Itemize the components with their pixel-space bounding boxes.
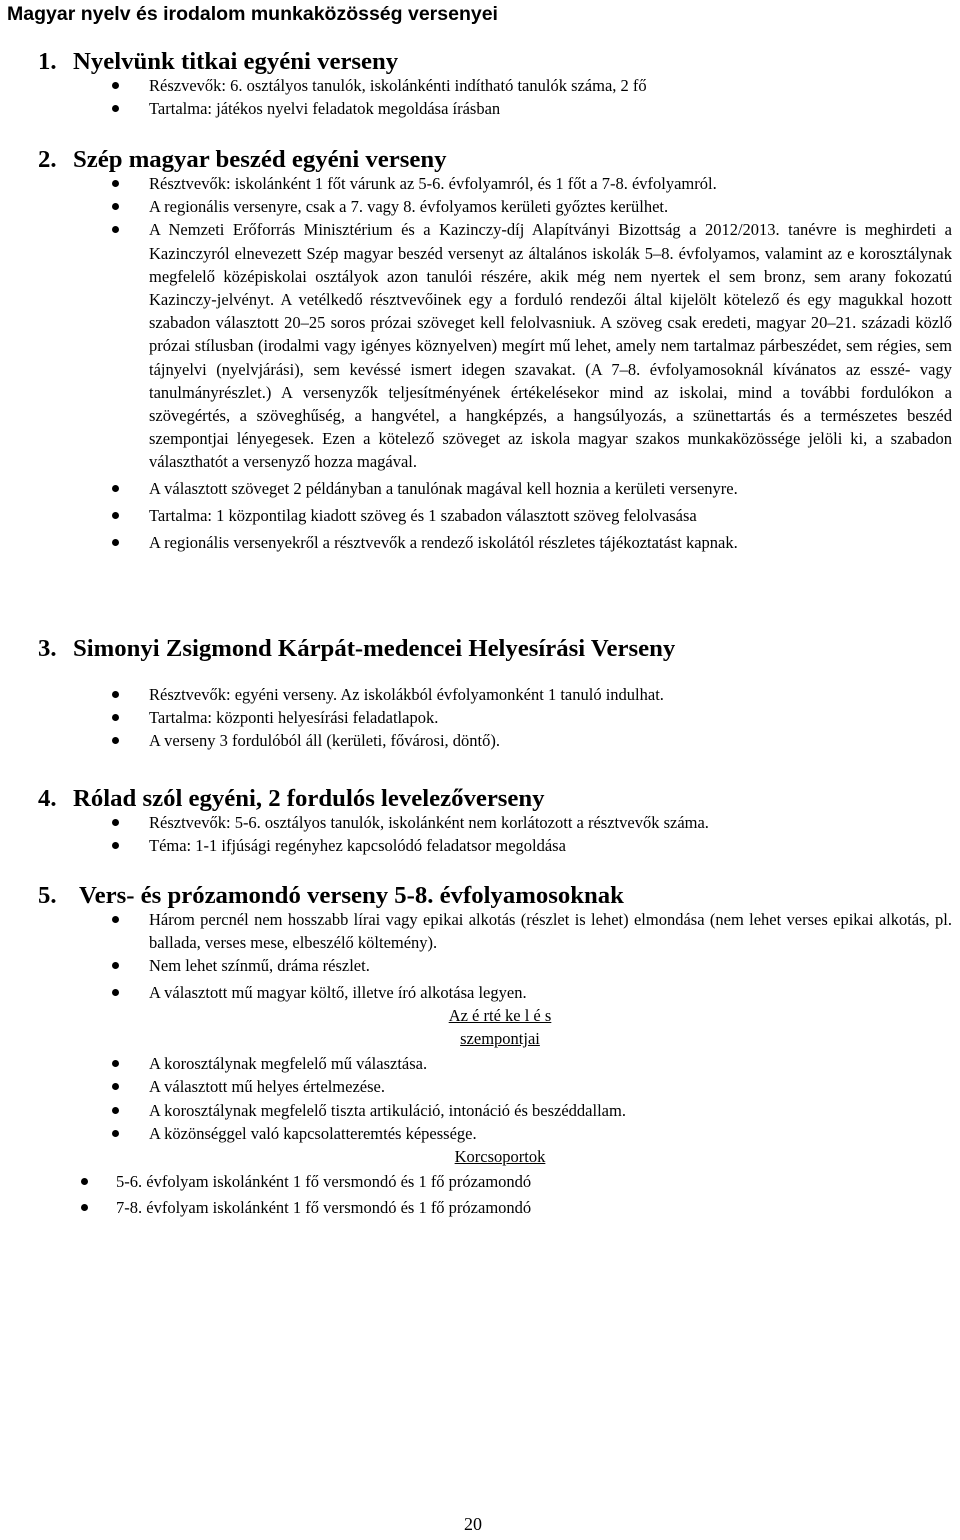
list-item: Résztvevők: 5-6. osztályos tanulók, iskolánként nem korlátozott a résztvevők száma. <box>0 811 960 834</box>
page-title: Magyar nyelv és irodalom munkaközösség versenyei <box>7 3 498 25</box>
list-item: A verseny 3 fordulóból áll (kerületi, fővárosi, döntő). <box>0 729 960 752</box>
section-heading <box>0 148 960 172</box>
section-2 <box>0 148 960 554</box>
section-number: 4. <box>38 785 57 812</box>
list-item: A korosztálynak megfelelő mű választása. <box>0 1052 960 1075</box>
section-number: 2. <box>38 146 57 173</box>
section-5 <box>0 884 960 1220</box>
bullet-list <box>0 908 960 1004</box>
criteria-heading-line1: Az é rté ke l é s <box>448 1005 552 1025</box>
section-1 <box>0 50 960 120</box>
section-heading <box>0 50 960 74</box>
list-item: Nem lehet színmű, dráma részlet. <box>0 954 960 977</box>
list-item: A Nemzeti Erőforrás Minisztérium és a Kazinczy-díj Alapítványi Bizottság a 2012/2013. tanévre is meghirdeti a Kazinczyról elnevezett Szép magyar beszéd versenyt az általános iskolák 5–8. évfolyamos, valamint az e korosztálynak megfelelő középiskolai osztályok azon tanulói részére, akik még nem nyertek el sem bronz, sem arany fokozatú Kazinczy-jelvényt. A vetélkedő résztvevőinek egy a forduló rendezői által kijelölt kötelező és egy magukkal hozott szabadon választott 20–25 soros prózai szöveget kell felolvasniuk. A szöveg csak eredeti, magyar 20–21. századi közlő prózai stílusban (irodalmi vagy igényes köznyelven) megírt mű lehet, amely nem tartalmaz párbeszédet, sem régies, sem tájnyelvi (nyelvjárási), sem kevéssé ismert idegen szavakat. (A 7–8. évfolyamosoknál kívánatos az esszé- vagy tanulmányrészlet.) A versenyzők teljesítményének értékelésekor mind az iskolai, mind a további fordulókon a szövegértés, a szöveghűség, a hangvétel, a hangképzés, a hangsúlyozás, a szünettartás és a természetes beszéd szempontjai lényegesek. Ezen a kötelező szöveget az iskola magyar szakos munkaközössége jelöli ki, a szabadon választhatót a versenyző hozza magával. <box>0 218 960 473</box>
section-heading <box>0 637 960 661</box>
section-title: Nyelvünk titkai egyéni verseny <box>73 48 399 75</box>
section-number: 5. <box>38 882 57 909</box>
age-groups-heading: Korcsoportok <box>454 1147 546 1167</box>
list-item: A regionális versenyre, csak a 7. vagy 8. évfolyamos kerületi győztes kerülhet. <box>0 195 960 218</box>
section-title: Rólad szól egyéni, 2 fordulós levelezőverseny <box>73 785 545 812</box>
section-title: Szép magyar beszéd egyéni verseny <box>73 146 447 173</box>
list-item: Résztvevők: iskolánként 1 főt várunk az 5-6. évfolyamról, és 1 főt a 7-8. évfolyamról. <box>0 172 960 195</box>
list-item: 5-6. évfolyam iskolánként 1 fő versmondó és 1 fő prózamondó <box>0 1170 960 1193</box>
bullet-list <box>0 811 960 857</box>
bullet-list <box>0 683 960 753</box>
list-item: A választott szöveget 2 példányban a tanulónak magával kell hoznia a kerületi versenyre. <box>0 477 960 500</box>
section-title: Vers- és prózamondó verseny 5-8. évfolyamosoknak <box>79 882 624 909</box>
criteria-heading-line2: szempontjai <box>460 1029 540 1049</box>
list-item: Téma: 1-1 ifjúsági regényhez kapcsolódó feladatsor megoldása <box>0 834 960 857</box>
list-item: Résztvevők: egyéni verseny. Az iskolákból évfolyamonként 1 tanuló indulhat. <box>0 683 960 706</box>
section-heading <box>0 787 960 811</box>
list-item: A választott mű magyar költő, illetve író alkotása legyen. <box>0 981 960 1004</box>
criteria-list <box>0 1052 960 1145</box>
list-item: A választott mű helyes értelmezése. <box>0 1075 960 1098</box>
age-groups-list <box>0 1170 960 1219</box>
list-item: Tartalma: központi helyesírási feladatlapok. <box>0 706 960 729</box>
list-item: A regionális versenyekről a résztvevők a rendező iskolától részletes tájékoztatást kapnak. <box>0 531 960 554</box>
list-item: A korosztálynak megfelelő tiszta artikuláció, intonáció és beszéddallam. <box>0 1099 960 1122</box>
list-item: A közönséggel való kapcsolatteremtés képessége. <box>0 1122 960 1145</box>
list-item: Tartalma: 1 központilag kiadott szöveg és 1 szabadon választott szöveg felolvasása <box>0 504 960 527</box>
section-heading <box>0 884 960 908</box>
list-item: Tartalma: játékos nyelvi feladatok megoldása írásban <box>0 97 960 120</box>
bullet-list <box>0 74 960 120</box>
section-number: 1. <box>38 48 57 75</box>
bullet-list <box>0 172 960 554</box>
section-number: 3. <box>38 635 57 662</box>
section-3 <box>0 637 960 753</box>
section-4 <box>0 787 960 857</box>
list-item: 7-8. évfolyam iskolánként 1 fő versmondó és 1 fő prózamondó <box>0 1196 960 1219</box>
section-title: Simonyi Zsigmond Kárpát-medencei Helyesírási Verseny <box>73 635 676 662</box>
page-number: 20 <box>464 1514 482 1534</box>
list-item: Részvevők: 6. osztályos tanulók, iskolánkénti indítható tanulók száma, 2 fő <box>0 74 960 97</box>
list-item: Három percnél nem hosszabb lírai vagy epikai alkotás (részlet is lehet) elmondása (nem lehet verses epikai alkotás, pl. ballada, verses mese, elbeszélő költemény). <box>0 908 960 954</box>
